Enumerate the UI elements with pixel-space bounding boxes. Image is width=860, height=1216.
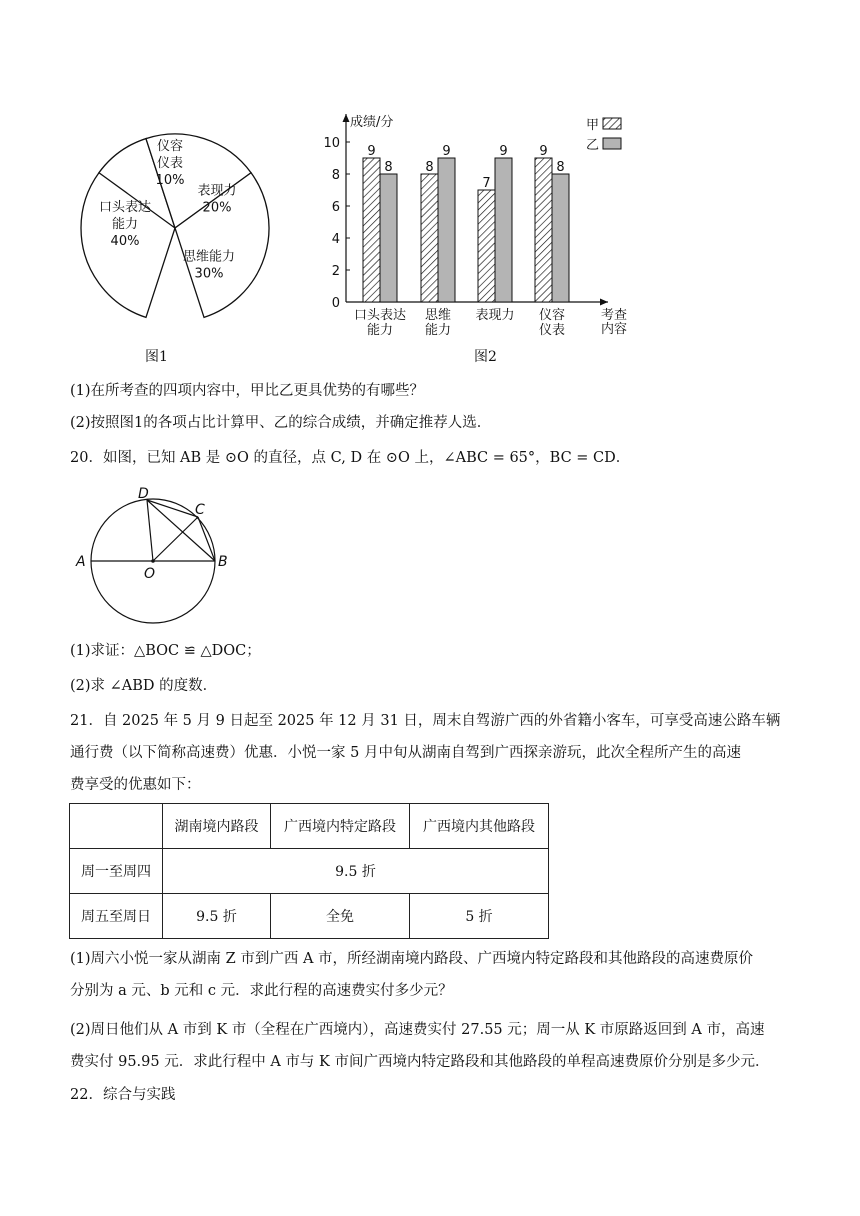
table-row [70,849,549,894]
pie-label: 10% [155,173,185,188]
pie-label: 仪容 [156,139,184,154]
x-axis-label: 内容 [600,322,628,337]
label-o: O [144,566,156,582]
y-tick-label: 2 [331,264,340,279]
discount-table [69,803,549,939]
pie-label: 20% [202,200,232,216]
x-axis-label: 考查 [600,308,628,323]
table-cell: 5 折 [410,894,549,939]
bar-value-label: 8 [556,160,565,175]
bar-value-label: 9 [442,144,451,159]
x-tick-label: 表现力 [475,308,515,323]
legend-swatch [603,138,621,149]
q21-stem-line1: 21．自 2025 年 5 月 9 日起至 2025 年 12 月 31 日，周末自驾游广西的外省籍小客车，可享受高速公路车辆 [70,713,781,729]
table-header-cell: 广西境内其他路段 [410,804,549,849]
q20-part2: (2)求 ∠ABD 的度数． [70,678,218,694]
bar-乙-1 [438,158,455,302]
table-header-cell [70,804,163,849]
q20-stem: 20．如图，已知 AB 是 ⊙O 的直径，点 C, D 在 ⊙O 上，∠ABC = 65°，BC = CD． [70,450,631,466]
x-tick-label: 仪表 [538,323,566,338]
pie-label: 表现力 [197,183,237,199]
pie-chart-figure1 [75,128,275,328]
label-b: B [218,554,228,570]
x-tick-label: 能力 [424,323,452,338]
pie-label: 能力 [111,217,139,232]
y-axis-label: 成绩/分 [350,115,394,130]
x-tick-label: 思维 [424,308,452,323]
table-cell: 9.5 折 [163,849,549,894]
y-tick-label: 8 [331,168,340,183]
legend-label: 甲 [586,118,600,133]
bar-甲-1 [421,174,438,302]
table-cell: 周五至周日 [70,894,163,939]
bar-甲-2 [478,190,495,302]
bar-value-label: 9 [499,144,508,159]
bar-乙-3 [552,174,569,302]
legend-label: 乙 [586,138,600,153]
pie-label: 思维能力 [182,249,236,265]
bar-value-label: 9 [539,144,548,159]
q21-stem-line3: 费享受的优惠如下： [70,777,201,793]
y-tick-label: 0 [331,296,340,311]
x-tick-label: 能力 [366,323,394,338]
bar-value-label: 8 [384,160,393,175]
bar-甲-0 [363,158,380,302]
segment-od [147,500,153,561]
q21-stem-line2: 通行费（以下简称高速费）优惠．小悦一家 5 月中旬从湖南自驾到广西探亲游玩，此次全程所产生的高速 [70,745,741,761]
q21-part1-line1: (1)周六小悦一家从湖南 Z 市到广西 A 市，所经湖南境内路段、广西境内特定路段和其他路段的高速费原价 [70,951,754,967]
pie-label: 30% [194,266,224,282]
label-a: A [76,554,86,570]
table-header-row [70,804,549,849]
bar-chart-figure2 [318,108,638,340]
q22-title: 22．综合与实践 [70,1087,176,1103]
table-header-cell: 广西境内特定路段 [271,804,410,849]
x-tick-label: 口头表达 [353,308,407,323]
label-c: C [195,502,205,518]
bar-甲-3 [535,158,552,302]
bar-value-label: 8 [425,160,434,175]
y-tick-label: 4 [331,232,340,247]
table-cell: 周一至周四 [70,849,163,894]
segment-cb [198,517,215,561]
q21-part1-line2: 分别为 a 元、b 元和 c 元．求此行程的高速费实付多少元？ [70,983,453,999]
bar-value-label: 7 [482,176,491,191]
q20-part1: (1)求证：△BOC ≌ △DOC； [70,643,261,659]
y-tick-label: 10 [323,136,340,151]
table-cell: 全免 [271,894,410,939]
pie-label: 仪表 [156,156,184,171]
pie-label: 口头表达 [98,200,152,215]
bar-value-label: 9 [367,144,376,159]
table-cell: 9.5 折 [163,894,271,939]
pie-label: 40% [110,234,140,249]
x-tick-label: 仪容 [538,308,566,323]
legend-swatch [603,118,621,129]
label-d: D [138,486,149,502]
bar-乙-2 [495,158,512,302]
table-row [70,894,549,939]
figure2-caption: 图2 [474,349,497,365]
bar-乙-0 [380,174,397,302]
q21-part2-line1: (2)周日他们从 A 市到 K 市（全程在广西境内），高速费实付 27.55 元；周一从 K 市原路返回到 A 市，高速 [70,1022,765,1038]
q19-part2: (2)按照图1的各项占比计算甲、乙的综合成绩，并确定推荐人选． [70,415,492,431]
table-header-cell: 湖南境内路段 [163,804,271,849]
circle-geometry-figure [74,482,234,632]
figure1-caption: 图1 [145,349,168,365]
segment-db [147,500,215,561]
y-tick-label: 6 [331,200,340,215]
q21-part2-line2: 费实付 95.95 元．求此行程中 A 市与 K 市间广西境内特定路段和其他路段的单程高速费原价分别是多少元． [70,1054,770,1070]
q19-part1: (1)在所考查的四项内容中，甲比乙更具优势的有哪些？ [70,383,425,399]
